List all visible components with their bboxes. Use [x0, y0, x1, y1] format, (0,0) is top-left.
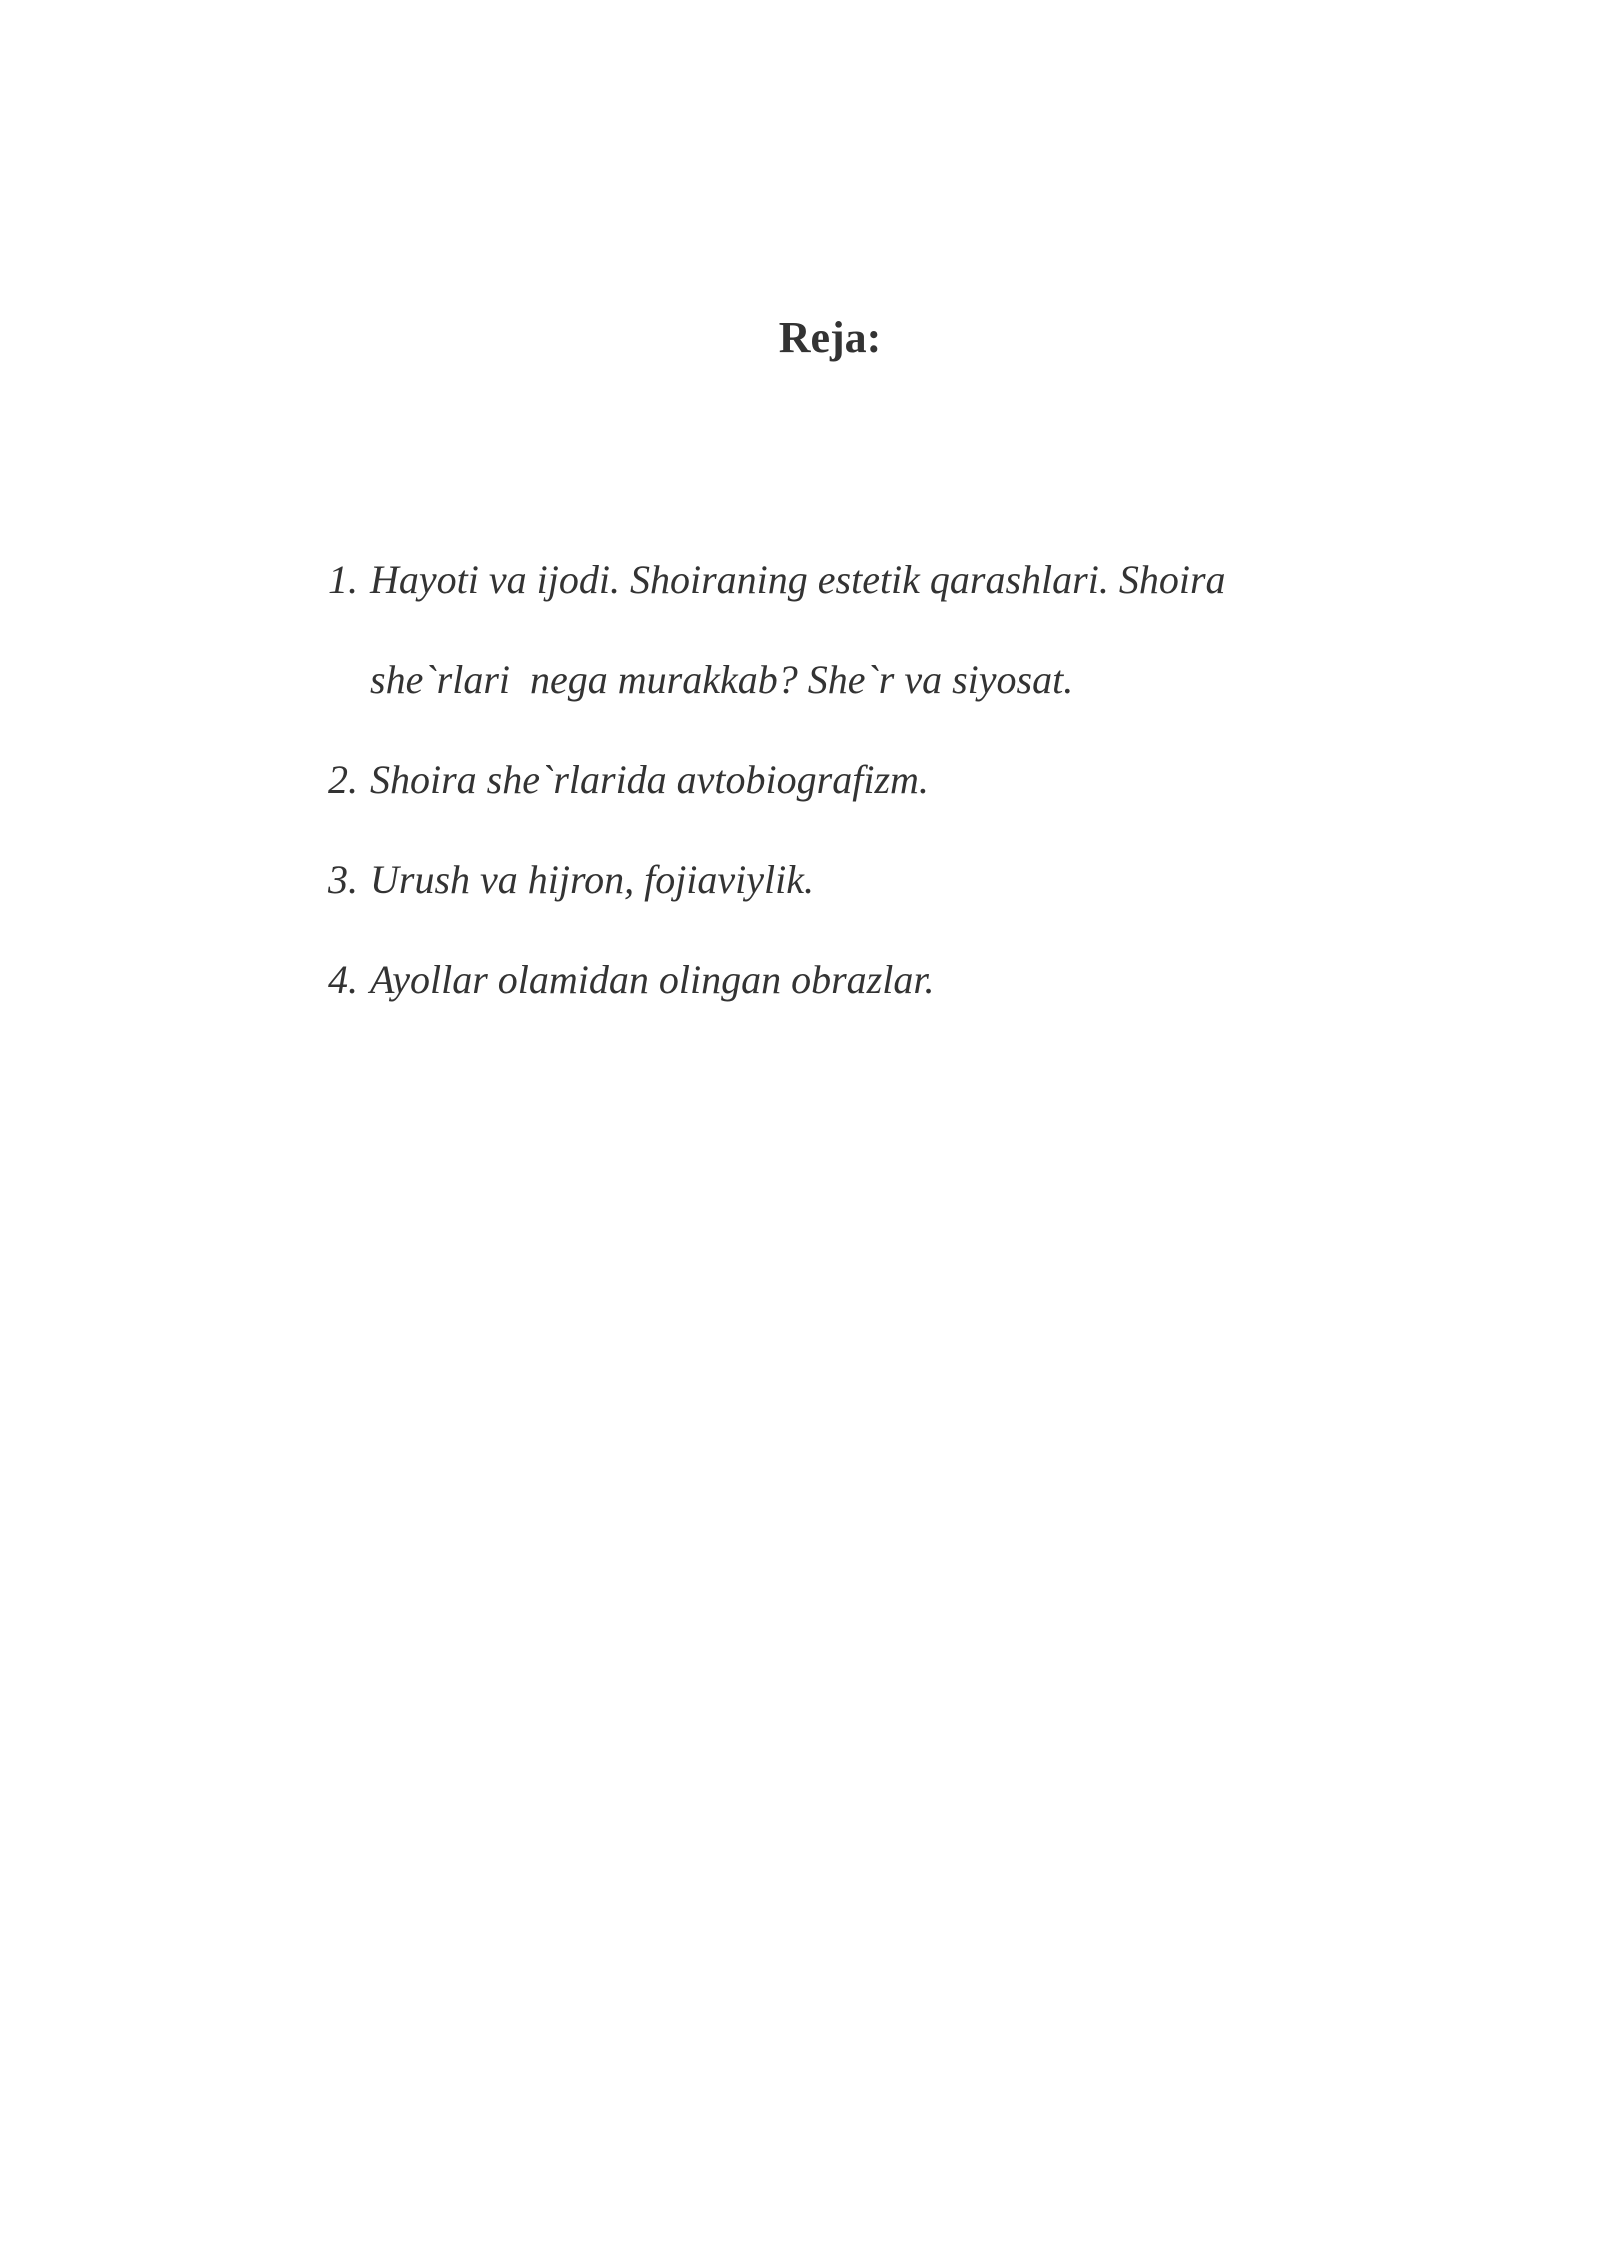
plan-item-4	[328, 930, 1328, 1030]
plan-item-3	[328, 830, 1328, 930]
plan-item-number: 2.	[328, 757, 358, 802]
plan-item-2	[328, 730, 1328, 830]
plan-item-text: Urush va hijron, fojiaviylik.	[370, 857, 815, 902]
plan-item-text	[370, 530, 1310, 730]
plan-item-text: Shoira she`rlarida avtobiografizm.	[370, 757, 929, 802]
plan-item-number: 3.	[328, 857, 358, 902]
plan-item-number: 4.	[328, 957, 358, 1002]
plan-item-line: she`rlari nega murakkab? She`r va siyosat.	[370, 657, 1074, 702]
plan-item-1	[328, 530, 1328, 730]
plan-item-line: Hayoti va ijodi. Shoiraning estetik qarashlari. Shoira	[370, 557, 1226, 602]
plan-list	[328, 530, 1328, 1030]
page-title: Reja:	[778, 313, 882, 362]
plan-item-text: Ayollar olamidan olingan obrazlar.	[370, 957, 935, 1002]
plan-item-number: 1.	[328, 557, 358, 602]
